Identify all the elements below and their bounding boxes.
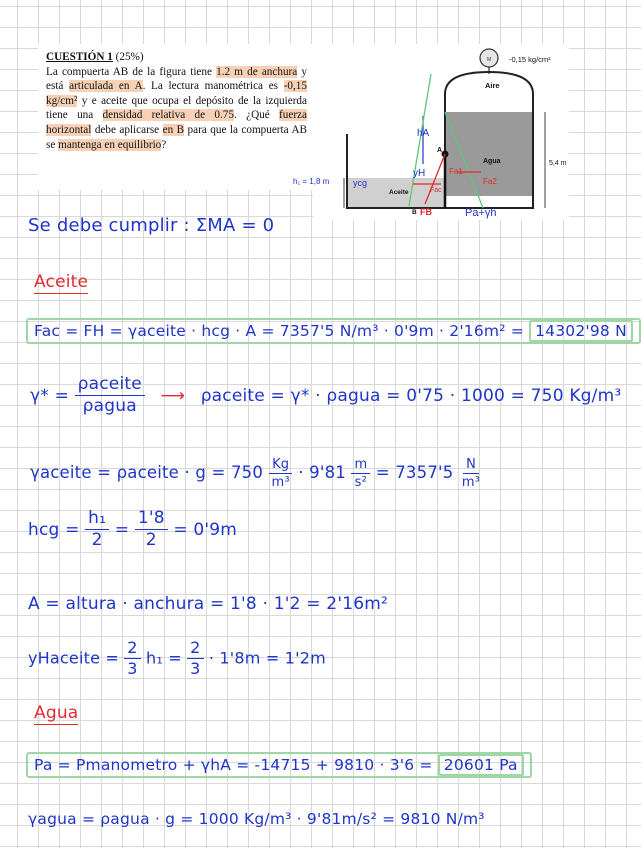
section-oil-heading: Aceite: [34, 272, 89, 292]
arrow-icon: ⟶: [160, 385, 186, 406]
yh-equation: [28, 640, 326, 678]
rho-oil-equation: ρaceite = γ* · ρagua = 0'75 · 1000 = 750 Kg/m³: [200, 385, 622, 406]
frac-den: 3: [190, 658, 201, 678]
frac-num: m: [351, 458, 370, 474]
highlighted-text: en B: [162, 123, 185, 136]
highlighted-text: mantenga en equilibrio: [58, 138, 162, 151]
highlighted-text: articulada en A: [69, 80, 143, 93]
problem-weight: (25%): [115, 51, 144, 63]
problem-text: . ¿Qué: [233, 109, 280, 122]
equals-sign: =: [114, 519, 130, 540]
frac-num: Kg: [269, 458, 292, 474]
yh-frac-2: [187, 640, 203, 678]
oil-label: Aceite: [389, 189, 409, 196]
problem-text: para que la compuerta AB se: [46, 123, 307, 151]
gate-diagram: [293, 44, 569, 220]
frac-den: s²: [354, 474, 368, 490]
fac-equation: [26, 318, 641, 344]
gamma-water-equation: γagua = ρagua · g = 1000 Kg/m³ · 9'81m/s² = 9810 N/m³: [28, 810, 485, 828]
fac-result: 14302'98 N: [529, 320, 633, 342]
unit-frac-kg: [269, 458, 293, 489]
fac-prefix: Fac = FH = γaceite · hcg · A = 7357'5 N/m³ · 0'9m · 2'16m² =: [34, 322, 524, 340]
hcg-equation: [28, 510, 237, 550]
gamma-oil-equation: [30, 458, 483, 489]
problem-text: debe aplicarse: [91, 123, 163, 136]
hw-yh: yH: [413, 168, 426, 179]
problem-text: La compuerta AB de la figura tiene: [46, 65, 217, 78]
air-label: Aire: [485, 81, 500, 90]
hw-ha: hA: [417, 128, 430, 139]
force-fa2: Fa2: [483, 177, 497, 186]
problem-text: y e aceite que ocupa el depósito de la izquierda tiene una: [46, 94, 307, 122]
frac-den: m³: [271, 474, 290, 490]
yh-result: · 1'8m = 1'2m: [208, 648, 326, 668]
hcg-result: = 0'9m: [173, 519, 238, 540]
point-b: B: [412, 209, 417, 216]
water-label: Agua: [483, 158, 501, 165]
area-equation: A = altura · anchura = 1'8 · 1'2 = 2'16m²: [28, 594, 388, 614]
point-a: A: [437, 147, 443, 154]
force-fac: Fac: [430, 187, 442, 194]
frac-den: 3: [127, 658, 138, 678]
frac-num: N: [463, 458, 479, 474]
frac-num: ρaceite: [75, 376, 145, 396]
g-value: · 9'81: [298, 463, 346, 483]
gamma-oil-lhs: γaceite = ρaceite · g = 750: [30, 463, 264, 483]
hcg-frac-1: [85, 510, 109, 550]
hw-pa: Pa+γh: [465, 207, 497, 219]
gamma-oil-rhs: = 7357'5: [375, 463, 454, 483]
frac-den: m³: [461, 474, 481, 490]
yh-frac-1: [124, 640, 140, 678]
frac-num: 1'8: [135, 510, 168, 530]
hw-ycg: ycg: [353, 178, 368, 188]
height-label: 5,4 m: [549, 160, 567, 167]
highlighted-text: fuerza horizontal: [46, 109, 307, 136]
gamma-star-equation: [30, 376, 621, 416]
frac-num: h₁: [85, 510, 109, 530]
gate-figure: [293, 44, 569, 220]
gamma-star-label: γ* =: [30, 385, 70, 406]
problem-text: . La lectura manométrica es: [142, 80, 284, 93]
highlighted-text: densidad relativa de 0.75: [102, 109, 234, 122]
hcg-frac-2: [135, 510, 168, 550]
frac-den: ρagua: [82, 395, 137, 416]
unit-frac-ms2: [351, 458, 370, 489]
pa-equation: [26, 752, 532, 778]
gauge-reading: -0,15 kg/cm²: [509, 55, 551, 64]
problem-text: y está: [46, 65, 307, 93]
hcg-lhs: hcg =: [28, 519, 80, 540]
pa-prefix: Pa = Pmanometro + γhA = -14715 + 9810 · 3'6 =: [34, 756, 433, 774]
problem-title: CUESTIÓN 1: [46, 51, 113, 63]
svg-text:M: M: [487, 57, 492, 63]
highlighted-text: 1.2 m de anchura: [216, 65, 298, 78]
problem-statement: [38, 44, 313, 190]
frac-den: 2: [145, 529, 157, 550]
yh-lhs: yHaceite =: [28, 648, 119, 668]
yh-mid: h₁ =: [145, 648, 182, 668]
problem-text: ?: [161, 138, 167, 151]
frac-num: 2: [124, 640, 140, 659]
h1-label: h₁ = 1,8 m: [293, 177, 330, 186]
highlighted-text: -0,15 kg/cm²: [46, 80, 307, 107]
frac-den: 2: [91, 529, 103, 550]
force-fb: FB: [420, 207, 432, 217]
equilibrium-condition: Se debe cumplir : ΣMA = 0: [28, 215, 275, 236]
unit-frac-nm3: [459, 458, 483, 489]
pa-result: 20601 Pa: [438, 754, 524, 776]
frac-num: 2: [187, 640, 203, 659]
density-ratio: [75, 376, 145, 416]
section-water-heading: Agua: [34, 703, 79, 723]
force-fa1: Fa1: [449, 167, 463, 176]
problem-body: [46, 66, 307, 151]
